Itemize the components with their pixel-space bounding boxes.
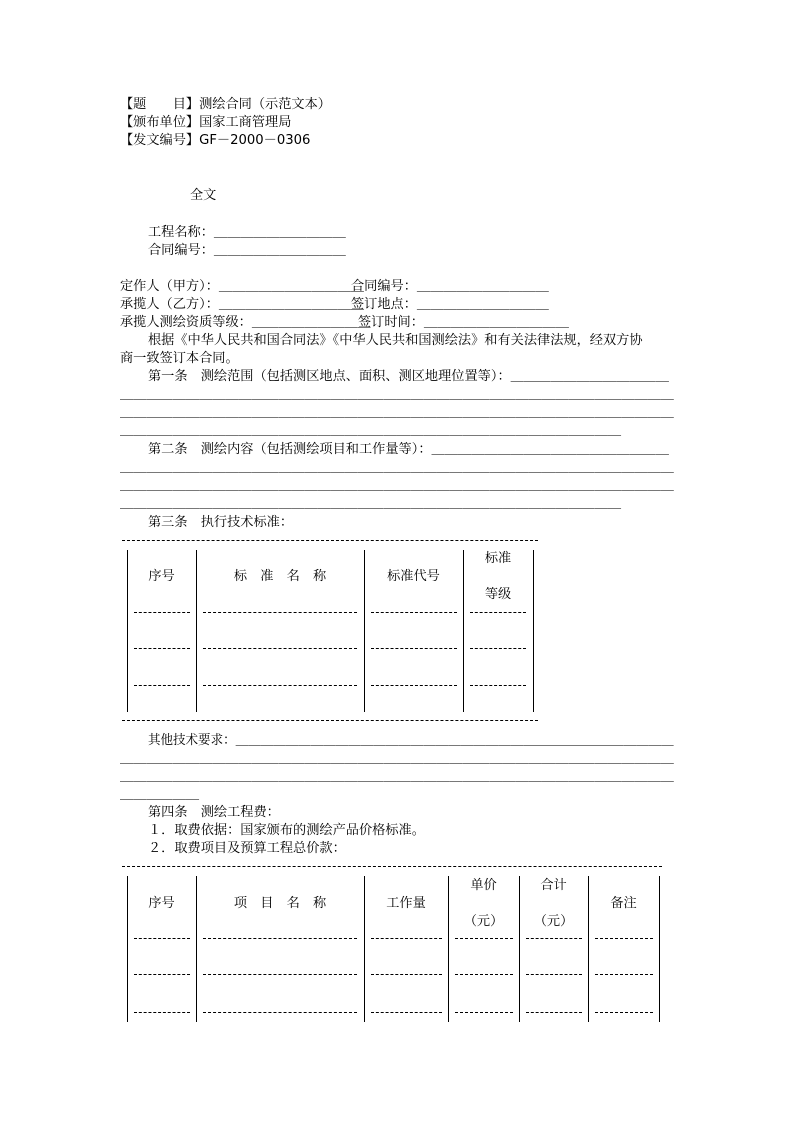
row-divider xyxy=(595,1012,653,1013)
row-divider xyxy=(134,1012,190,1013)
table-col-line xyxy=(659,876,660,1022)
other-requirements-blank-2: ＿＿＿＿＿＿＿＿＿＿＿＿＿＿＿＿＿＿＿＿＿＿＿＿＿＿＿＿＿＿＿＿＿＿＿＿＿＿＿＿＿＿ xyxy=(120,769,674,784)
row-divider xyxy=(203,648,357,649)
table-col-line xyxy=(533,550,534,712)
row-divider xyxy=(470,648,526,649)
article-1-blank-2: ＿＿＿＿＿＿＿＿＿＿＿＿＿＿＿＿＿＿＿＿＿＿＿＿＿＿＿＿＿＿＿＿＿＿＿＿＿＿＿＿＿＿ xyxy=(120,405,674,420)
article-4-title: 第四条 测绘工程费： xyxy=(148,805,280,820)
row-divider xyxy=(371,938,442,939)
fee-items-line: ２．取费项目及预算工程总价款： xyxy=(148,841,346,856)
sign-place-line: 签订地点：＿＿＿＿＿＿＿＿＿＿ xyxy=(351,297,549,312)
party-a-line: 定作人（甲方）：＿＿＿＿＿＿＿＿＿＿＿ xyxy=(120,279,364,294)
row-divider xyxy=(134,974,190,975)
contract-no-line: 合同编号：＿＿＿＿＿＿＿＿＿＿ xyxy=(351,279,549,294)
row-divider xyxy=(134,685,190,686)
table-col-line xyxy=(463,550,464,712)
other-requirements-line: 其他技术要求：＿＿＿＿＿＿＿＿＿＿＿＿＿＿＿＿＿＿＿＿＿＿＿＿＿＿＿＿＿＿＿＿＿＿＿ xyxy=(148,733,674,748)
row-divider xyxy=(203,938,357,939)
col-header-seq: 序号 xyxy=(148,569,175,584)
qualification-line: 承揽人测绘资质等级：＿＿＿＿＿＿＿＿＿ xyxy=(120,315,371,330)
row-divider xyxy=(470,685,526,686)
col-header-seq: 序号 xyxy=(148,896,175,911)
article-2-blank-3: ＿＿＿＿＿＿＿＿＿＿＿＿＿＿＿＿＿＿＿＿＿＿＿＿＿＿＿＿＿＿＿＿＿＿＿＿＿＿ xyxy=(120,496,622,511)
article-3-title: 第三条 执行技术标准： xyxy=(148,515,294,530)
article-2-blank-2: ＿＿＿＿＿＿＿＿＿＿＿＿＿＿＿＿＿＿＿＿＿＿＿＿＿＿＿＿＿＿＿＿＿＿＿＿＿＿＿＿＿＿ xyxy=(120,478,674,493)
col-header-item-name: 项 目 名 称 xyxy=(233,896,327,911)
table-border-bottom xyxy=(122,720,538,721)
other-requirements-blank-3: ＿＿＿＿＿＿ xyxy=(120,787,200,802)
row-divider xyxy=(203,1012,357,1013)
article-1-blank-1: ＿＿＿＿＿＿＿＿＿＿＿＿＿＿＿＿＿＿＿＿＿＿＿＿＿＿＿＿＿＿＿＿＿＿＿＿＿＿＿＿＿＿ xyxy=(120,387,674,402)
row-divider xyxy=(595,974,653,975)
doc-number: 【发文编号】GF－2000－0306 xyxy=(120,133,311,148)
project-name-line: 工程名称：＿＿＿＿＿＿＿＿＿＿ xyxy=(148,225,346,240)
col-header-name: 标 准 名 称 xyxy=(233,569,327,584)
row-divider xyxy=(203,612,357,613)
row-divider xyxy=(455,1012,513,1013)
table-border-top xyxy=(122,540,538,541)
col-header-total: 合计 xyxy=(540,878,567,893)
fulltext-heading: 全文 xyxy=(190,188,217,203)
sign-time-line: 签订时间：＿＿＿＿＿＿＿＿＿＿＿ xyxy=(358,315,569,330)
fee-basis-line: １．取费依据：国家颁布的测绘产品价格标准。 xyxy=(148,823,425,838)
row-divider xyxy=(371,974,442,975)
row-divider xyxy=(470,612,526,613)
row-divider xyxy=(455,974,513,975)
row-divider xyxy=(134,648,190,649)
row-divider xyxy=(371,685,457,686)
row-divider xyxy=(371,648,457,649)
col-header-grade-2: 等级 xyxy=(484,587,512,602)
row-divider xyxy=(203,685,357,686)
row-divider xyxy=(371,612,457,613)
row-divider xyxy=(455,938,513,939)
row-divider xyxy=(526,974,582,975)
preamble-line-1: 根据《中华人民共和国合同法》《中华人民共和国测绘法》和有关法律法规，经双方协 xyxy=(148,333,643,348)
row-divider xyxy=(371,1012,442,1013)
doc-issuer: 【颁布单位】国家工商管理局 xyxy=(120,115,292,130)
article-1-blank-3: ＿＿＿＿＿＿＿＿＿＿＿＿＿＿＿＿＿＿＿＿＿＿＿＿＿＿＿＿＿＿＿＿＿＿＿＿＿＿ xyxy=(120,423,622,438)
row-divider xyxy=(526,938,582,939)
project-contract-no: 合同编号：＿＿＿＿＿＿＿＿＿＿ xyxy=(148,243,346,258)
table-col-line xyxy=(448,876,449,1022)
row-divider xyxy=(203,974,357,975)
col-header-grade-1: 标准 xyxy=(484,551,512,566)
article-2-blank-1: ＿＿＿＿＿＿＿＿＿＿＿＿＿＿＿＿＿＿＿＿＿＿＿＿＿＿＿＿＿＿＿＿＿＿＿＿＿＿＿＿＿＿ xyxy=(120,460,674,475)
col-header-unit-price: 单价 xyxy=(470,878,497,893)
table-border-top xyxy=(122,866,662,867)
other-requirements-blank-1: ＿＿＿＿＿＿＿＿＿＿＿＿＿＿＿＿＿＿＿＿＿＿＿＿＿＿＿＿＿＿＿＿＿＿＿＿＿＿＿＿＿＿ xyxy=(120,751,674,766)
col-header-total-unit: （元） xyxy=(533,914,574,929)
party-b-line: 承揽人（乙方）：＿＿＿＿＿＿＿＿＿＿＿ xyxy=(120,297,364,312)
preamble-line-2: 商一致签订本合同。 xyxy=(120,351,239,366)
col-header-unit-price-unit: （元） xyxy=(463,914,504,929)
article-1-title: 第一条 测绘范围（包括测区地点、面积、测区地理位置等）：＿＿＿＿＿＿＿＿＿＿＿＿ xyxy=(148,369,669,384)
row-divider xyxy=(595,938,653,939)
col-header-remarks: 备注 xyxy=(610,896,637,911)
row-divider xyxy=(526,1012,582,1013)
row-divider xyxy=(134,938,190,939)
col-header-code: 标准代号 xyxy=(387,569,440,584)
col-header-workload: 工作量 xyxy=(386,896,426,911)
row-divider xyxy=(134,612,190,613)
doc-title: 【题 目】测绘合同（示范文本） xyxy=(120,97,331,112)
article-2-title: 第二条 测绘内容（包括测绘项目和工作量等）：＿＿＿＿＿＿＿＿＿＿＿＿＿＿＿＿＿＿ xyxy=(148,442,669,457)
table-col-line xyxy=(519,876,520,1022)
